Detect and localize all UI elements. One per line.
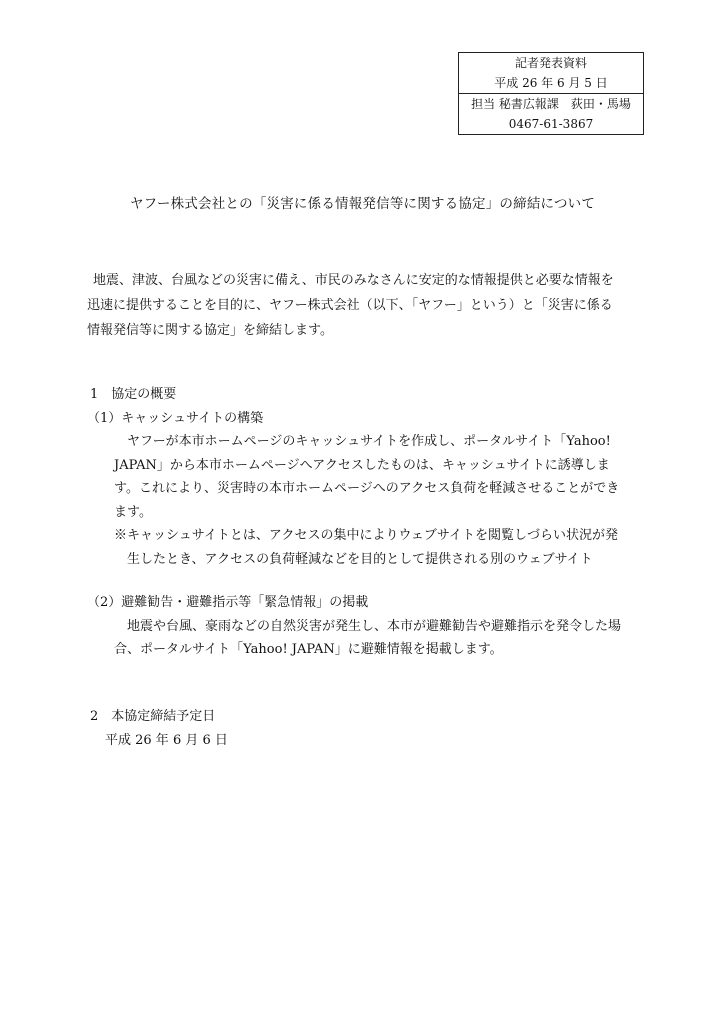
subsection-1-text: す。これにより、災害時の本市ホームページへのアクセス負荷を軽減させることができ (114, 481, 620, 496)
subsection-1-text: ます。 (114, 504, 152, 520)
agreement-date: 平成 26 年 6 月 6 日 (105, 732, 228, 748)
subsection-1-text: ヤフーが本市ホームページのキャッシュサイトを作成し、ポータルサイト「Yahoo! (127, 434, 611, 449)
section-1 (87, 383, 647, 571)
subsection-1-text: JAPAN」から本市ホームページへアクセスしたものは、キャッシュサイトに誘導しま (114, 457, 610, 473)
intro-line: 迅速に提供することを目的に、ヤフー株式会社（以下、「ヤフー」という）と「災害に係る (87, 298, 613, 313)
press-release-date: 平成 26 年 6 月 5 日 (494, 76, 608, 90)
section-2-heading: 2 本協定締結予定日 (90, 709, 216, 724)
intro-paragraph (87, 268, 647, 343)
intro-line: 地震、津波、台風などの災害に備え、市民のみなさんに安定的な情報提供と必要な情報を (93, 273, 614, 288)
press-release-label: 記者発表資料 (514, 56, 587, 70)
subsection-2-text: 合、ポータルサイト「Yahoo! JAPAN」に避難情報を掲載します。 (114, 642, 503, 657)
intro-line: 情報発信等に関する協定」を締結します。 (87, 323, 333, 338)
contact-phone: 0467-61-3867 (508, 117, 594, 131)
subsection-2-text: 地震や台風、豪雨などの自然災害が発生し、本市が避難勧告や避難指示を発令した場 (127, 618, 622, 634)
subsection-1-heading: （1）キャッシュサイトの構築 (87, 410, 264, 426)
section-2 (87, 705, 647, 752)
subsection-2-heading: （2）避難勧告・避難指示等「緊急情報」の掲載 (87, 595, 369, 610)
section-1-heading: 1 協定の概要 (90, 387, 177, 402)
cache-site-note: ※キャッシュサイトとは、アクセスの集中によりウェブサイトを閲覧しづらい状況が発 (114, 528, 619, 543)
contact-person: 担当 秘書広報課 荻田・馬場 (459, 93, 643, 114)
cache-site-note: 生したとき、アクセスの負荷軽減などを目的として提供される別のウェブサイト (127, 551, 593, 567)
subsection-2 (87, 591, 647, 662)
press-release-box (458, 52, 644, 135)
document-title: ヤフー株式会社との「災害に係る情報発信等に関する協定」の締結について (129, 196, 596, 212)
